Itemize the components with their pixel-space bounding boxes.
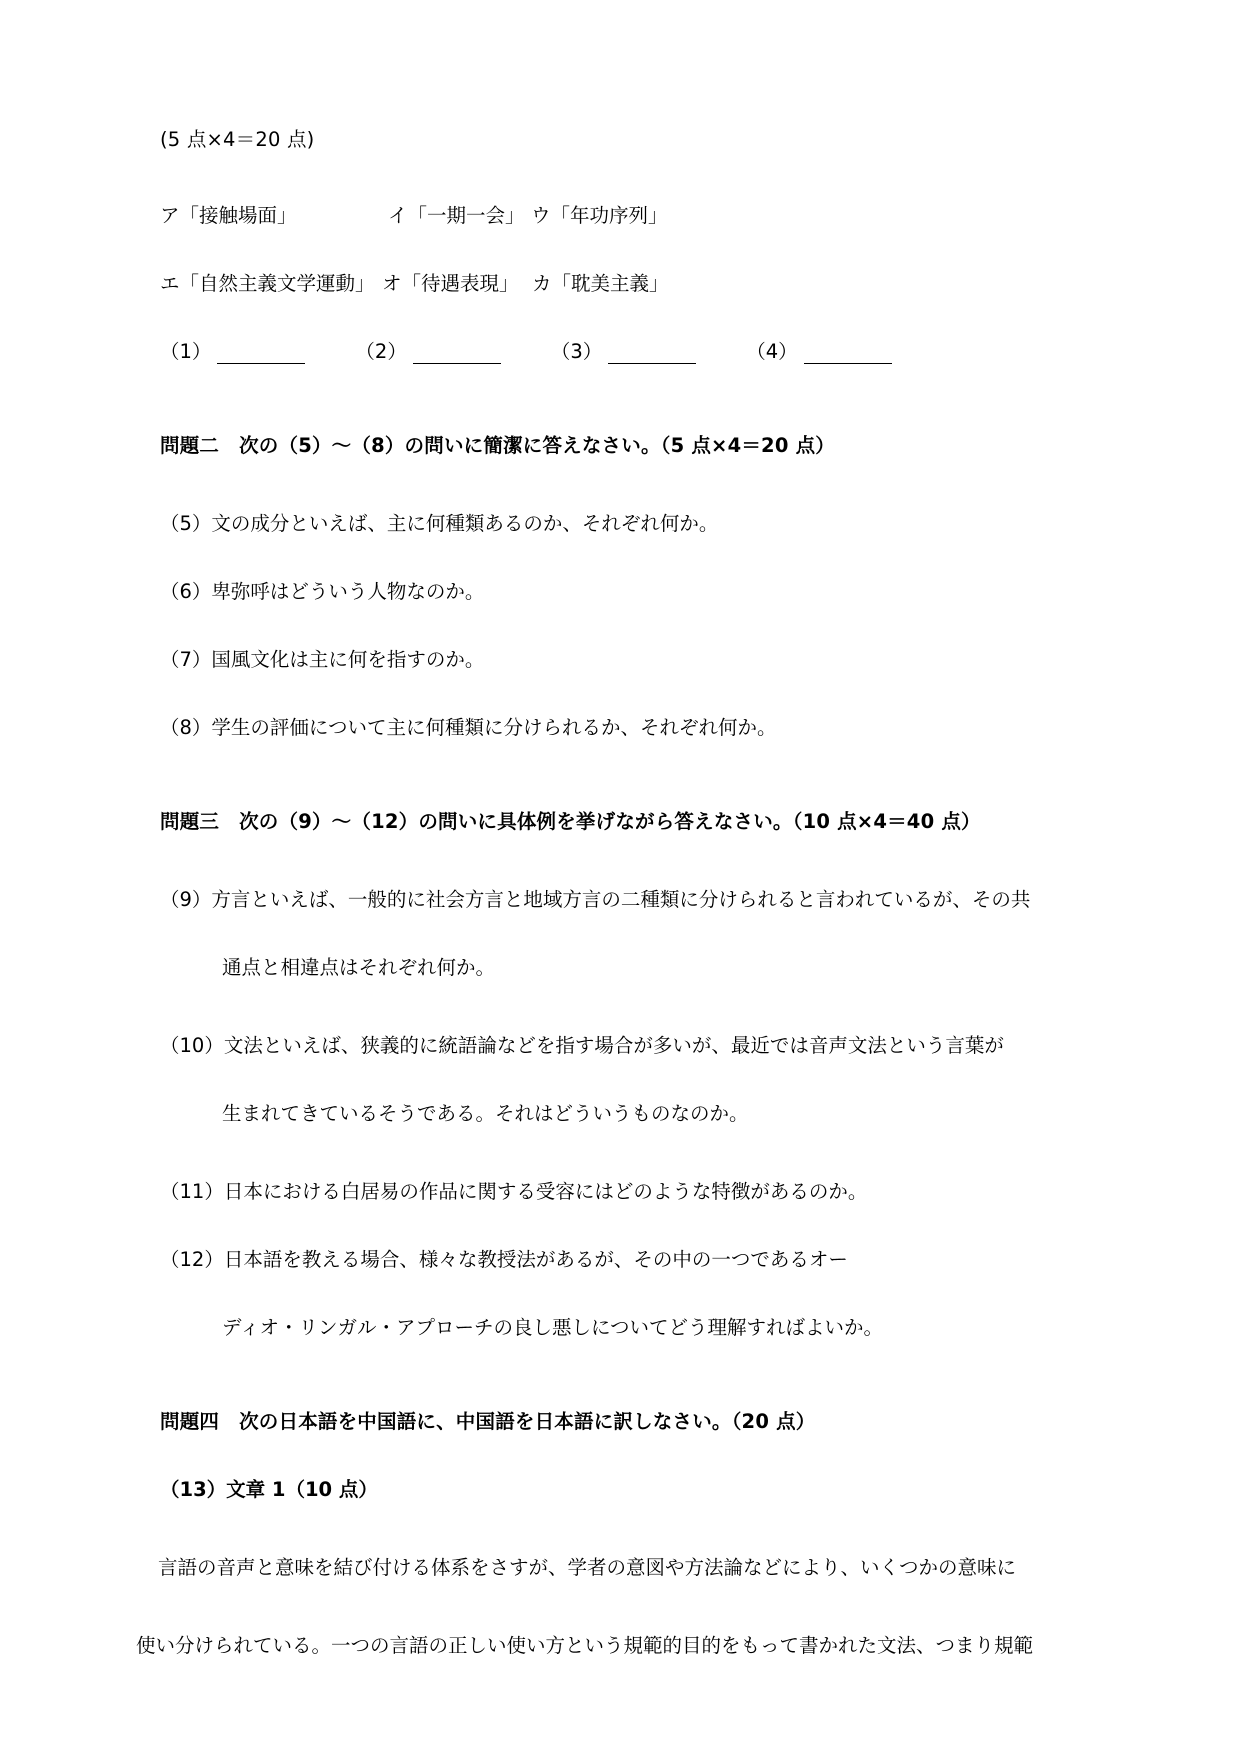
answer-blank-line-3[interactable]: [608, 348, 696, 364]
spacer: [160, 296, 1100, 336]
spacer: [160, 980, 1100, 1030]
spacer: [160, 740, 1100, 806]
question-10-line-2: 生まれてきているそうである。それはどういうものなのか。: [222, 1101, 749, 1125]
question-9-line-2: 通点と相違点はそれぞれ何か。: [222, 955, 496, 979]
question-9-line-1: （9）方言といえば、一般的に社会方言と地域方言の二種類に分けられると言われているが、その共: [160, 887, 1031, 911]
section-2-heading: [160, 430, 1100, 458]
spacer: [160, 364, 1100, 430]
answer-blank-label-2: （2）: [355, 339, 407, 363]
answer-blank-3[interactable]: [551, 336, 696, 364]
section-3-instruction: 次の（9）〜（12）の問いに具体例を挙げながら答えなさい。（10 点×4＝40 点）: [239, 809, 981, 833]
passage-line-1: 言語の音声と意味を結び付ける体系をさすが、学者の意図や方法論などにより、いくつかの意味に: [158, 1555, 1017, 1579]
answer-blank-line-4[interactable]: [804, 348, 892, 364]
section-2-title: 問題二: [160, 433, 220, 457]
section-4-instruction: 次の日本語を中国語に、中国語を日本語に訳しなさい。（20 点）: [239, 1409, 816, 1433]
choice-e: オ「待遇表現」: [382, 271, 519, 295]
answer-blank-2[interactable]: [355, 336, 500, 364]
choices-row-2: [160, 268, 1100, 296]
spacer: [160, 1058, 1100, 1098]
question-5: （5）文の成分といえば、主に何種類あるのか、それぞれ何か。: [160, 511, 719, 535]
answer-blank-label-3: （3）: [550, 339, 603, 363]
choice-b: イ「一期一会」: [388, 203, 525, 227]
spacer: [160, 458, 1100, 508]
choice-d: エ「自然主義文学運動」: [160, 271, 375, 295]
question-11: （11）日本における白居易の作品に関する受容にはどのような特徴があるのか。: [160, 1179, 868, 1203]
spacer: [160, 1126, 1100, 1176]
question-10-line-1: （10）文法といえば、狭義的に統語論などを指す場合が多いが、最近では音声文法という言葉が: [160, 1033, 1004, 1057]
choices-row-1: [160, 200, 1100, 228]
spacer: [160, 912, 1100, 952]
spacer: [160, 834, 1100, 884]
spacer: [160, 1580, 1100, 1630]
section-3-heading: [160, 806, 1100, 834]
section-4-heading: [160, 1406, 1100, 1434]
answer-blank-label-1: （1）: [160, 339, 212, 363]
passage-line-2: 使い分けられている。一つの言語の正しい使い方という規範的目的をもって書かれた文法、つまり規範: [136, 1633, 1034, 1657]
spacer: [160, 1502, 1100, 1552]
spacer: [160, 228, 1100, 268]
item-13-label: （13）文章 1（10 点）: [160, 1477, 378, 1501]
answer-blank-1[interactable]: [160, 336, 305, 364]
question-7: （7）国風文化は主に何を指すのか。: [160, 647, 485, 671]
spacer: [160, 1434, 1100, 1474]
section-4-title: 問題四: [160, 1409, 220, 1433]
question-8: （8）学生の評価について主に何種類に分けられるか、それぞれ何か。: [160, 715, 777, 739]
question-12-line-2: ディオ・リンガル・アプローチの良し悪しについてどう理解すればよいか。: [222, 1315, 884, 1339]
answer-blank-label-4: （4）: [746, 339, 798, 363]
choice-c: ウ「年功序列」: [531, 203, 668, 227]
section-2-instruction: 次の（5）〜（8）の問いに簡潔に答えなさい。（5 点×4＝20 点）: [239, 433, 835, 457]
answer-blank-line-1[interactable]: [217, 348, 305, 364]
question-6: （6）卑弥呼はどういう人物なのか。: [160, 579, 485, 603]
answer-blank-row: [160, 336, 1100, 364]
spacer: [160, 1340, 1100, 1406]
question-12-line-1: （12）日本語を教える場合、様々な教授法があるが、その中の一つであるオー: [160, 1247, 848, 1271]
section-3-title: 問題三: [160, 809, 220, 833]
choice-a: ア「接触場面」: [160, 203, 297, 227]
answer-blank-line-2[interactable]: [413, 348, 501, 364]
spacer: [160, 536, 1100, 576]
choice-f: カ「耽美主義」: [532, 271, 669, 295]
points-note: (5 点×4＝20 点): [160, 128, 315, 151]
spacer: [160, 672, 1100, 712]
spacer: [160, 1204, 1100, 1244]
answer-blank-4[interactable]: [746, 336, 891, 364]
spacer: [160, 604, 1100, 644]
spacer: [160, 150, 1100, 200]
page-content: [136, 128, 1100, 1658]
spacer: [160, 1272, 1100, 1312]
